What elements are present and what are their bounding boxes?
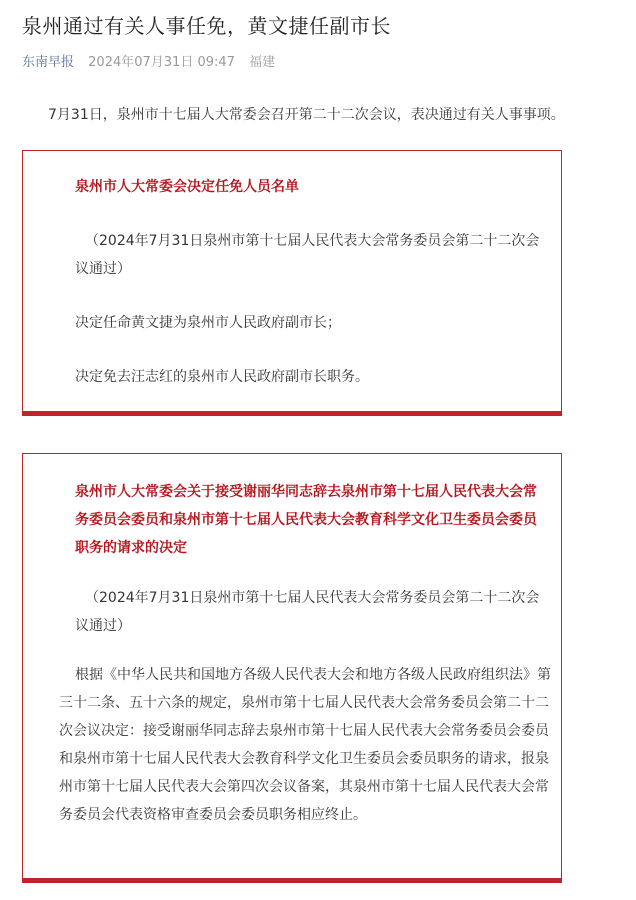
appointment-list-title: 泉州市人大常委会决定任免人员名单 (75, 179, 299, 195)
publish-location: 福建 (249, 55, 276, 70)
article-meta (22, 54, 275, 72)
article-title: 泉州通过有关人事任免，黄文捷任副市长 (22, 14, 391, 38)
resignation-meeting-note: （2024年7月31日泉州市第十七届人民代表大会常务委员会第二十二次会议通过） (75, 590, 540, 634)
lead-paragraph: 7月31日，泉州市十七届人大常委会召开第二十二次会议，表决通过有关人事事项。 (48, 107, 565, 123)
resignation-decision-title: 泉州市人大常委会关于接受谢丽华同志辞去泉州市第十七届人民代表大会常务委员会委员和泉州市第十七届人民代表大会教育科学文化卫生委员会委员职务的请求的决定 (75, 484, 537, 556)
source-link[interactable]: 东南早报 (22, 55, 75, 70)
resignation-decision-box (22, 453, 562, 883)
removal-item: 决定免去汪志红的泉州市人民政府副市长职务。 (75, 369, 369, 385)
resignation-decision-body: 根据《中华人民共和国地方各级人民代表大会和地方各级人民政府组织法》第三十二条、五十六条的规定，泉州市第十七届人民代表大会常务委员会第二十二次会议决定：接受谢丽华同志辞去泉州市第十七届人民代表大会常务委员会委员和泉州市第十七届人民代表大会教育科学文化卫生委员会委员职务的请求，报泉州市第十七届人民代表大会第四次会议备案，其泉州市第十七届人民代表大会常务委员会代表资格审查委员会委员职务相应终止。 (59, 667, 551, 823)
appointment-item: 决定任命黄文捷为泉州市人民政府副市长； (75, 315, 341, 331)
appointment-meeting-note: （2024年7月31日泉州市第十七届人民代表大会常务委员会第二十二次会议通过） (75, 233, 540, 277)
appointment-list-box (22, 150, 562, 416)
publish-time: 2024年07月31日 09:47 (88, 55, 235, 70)
